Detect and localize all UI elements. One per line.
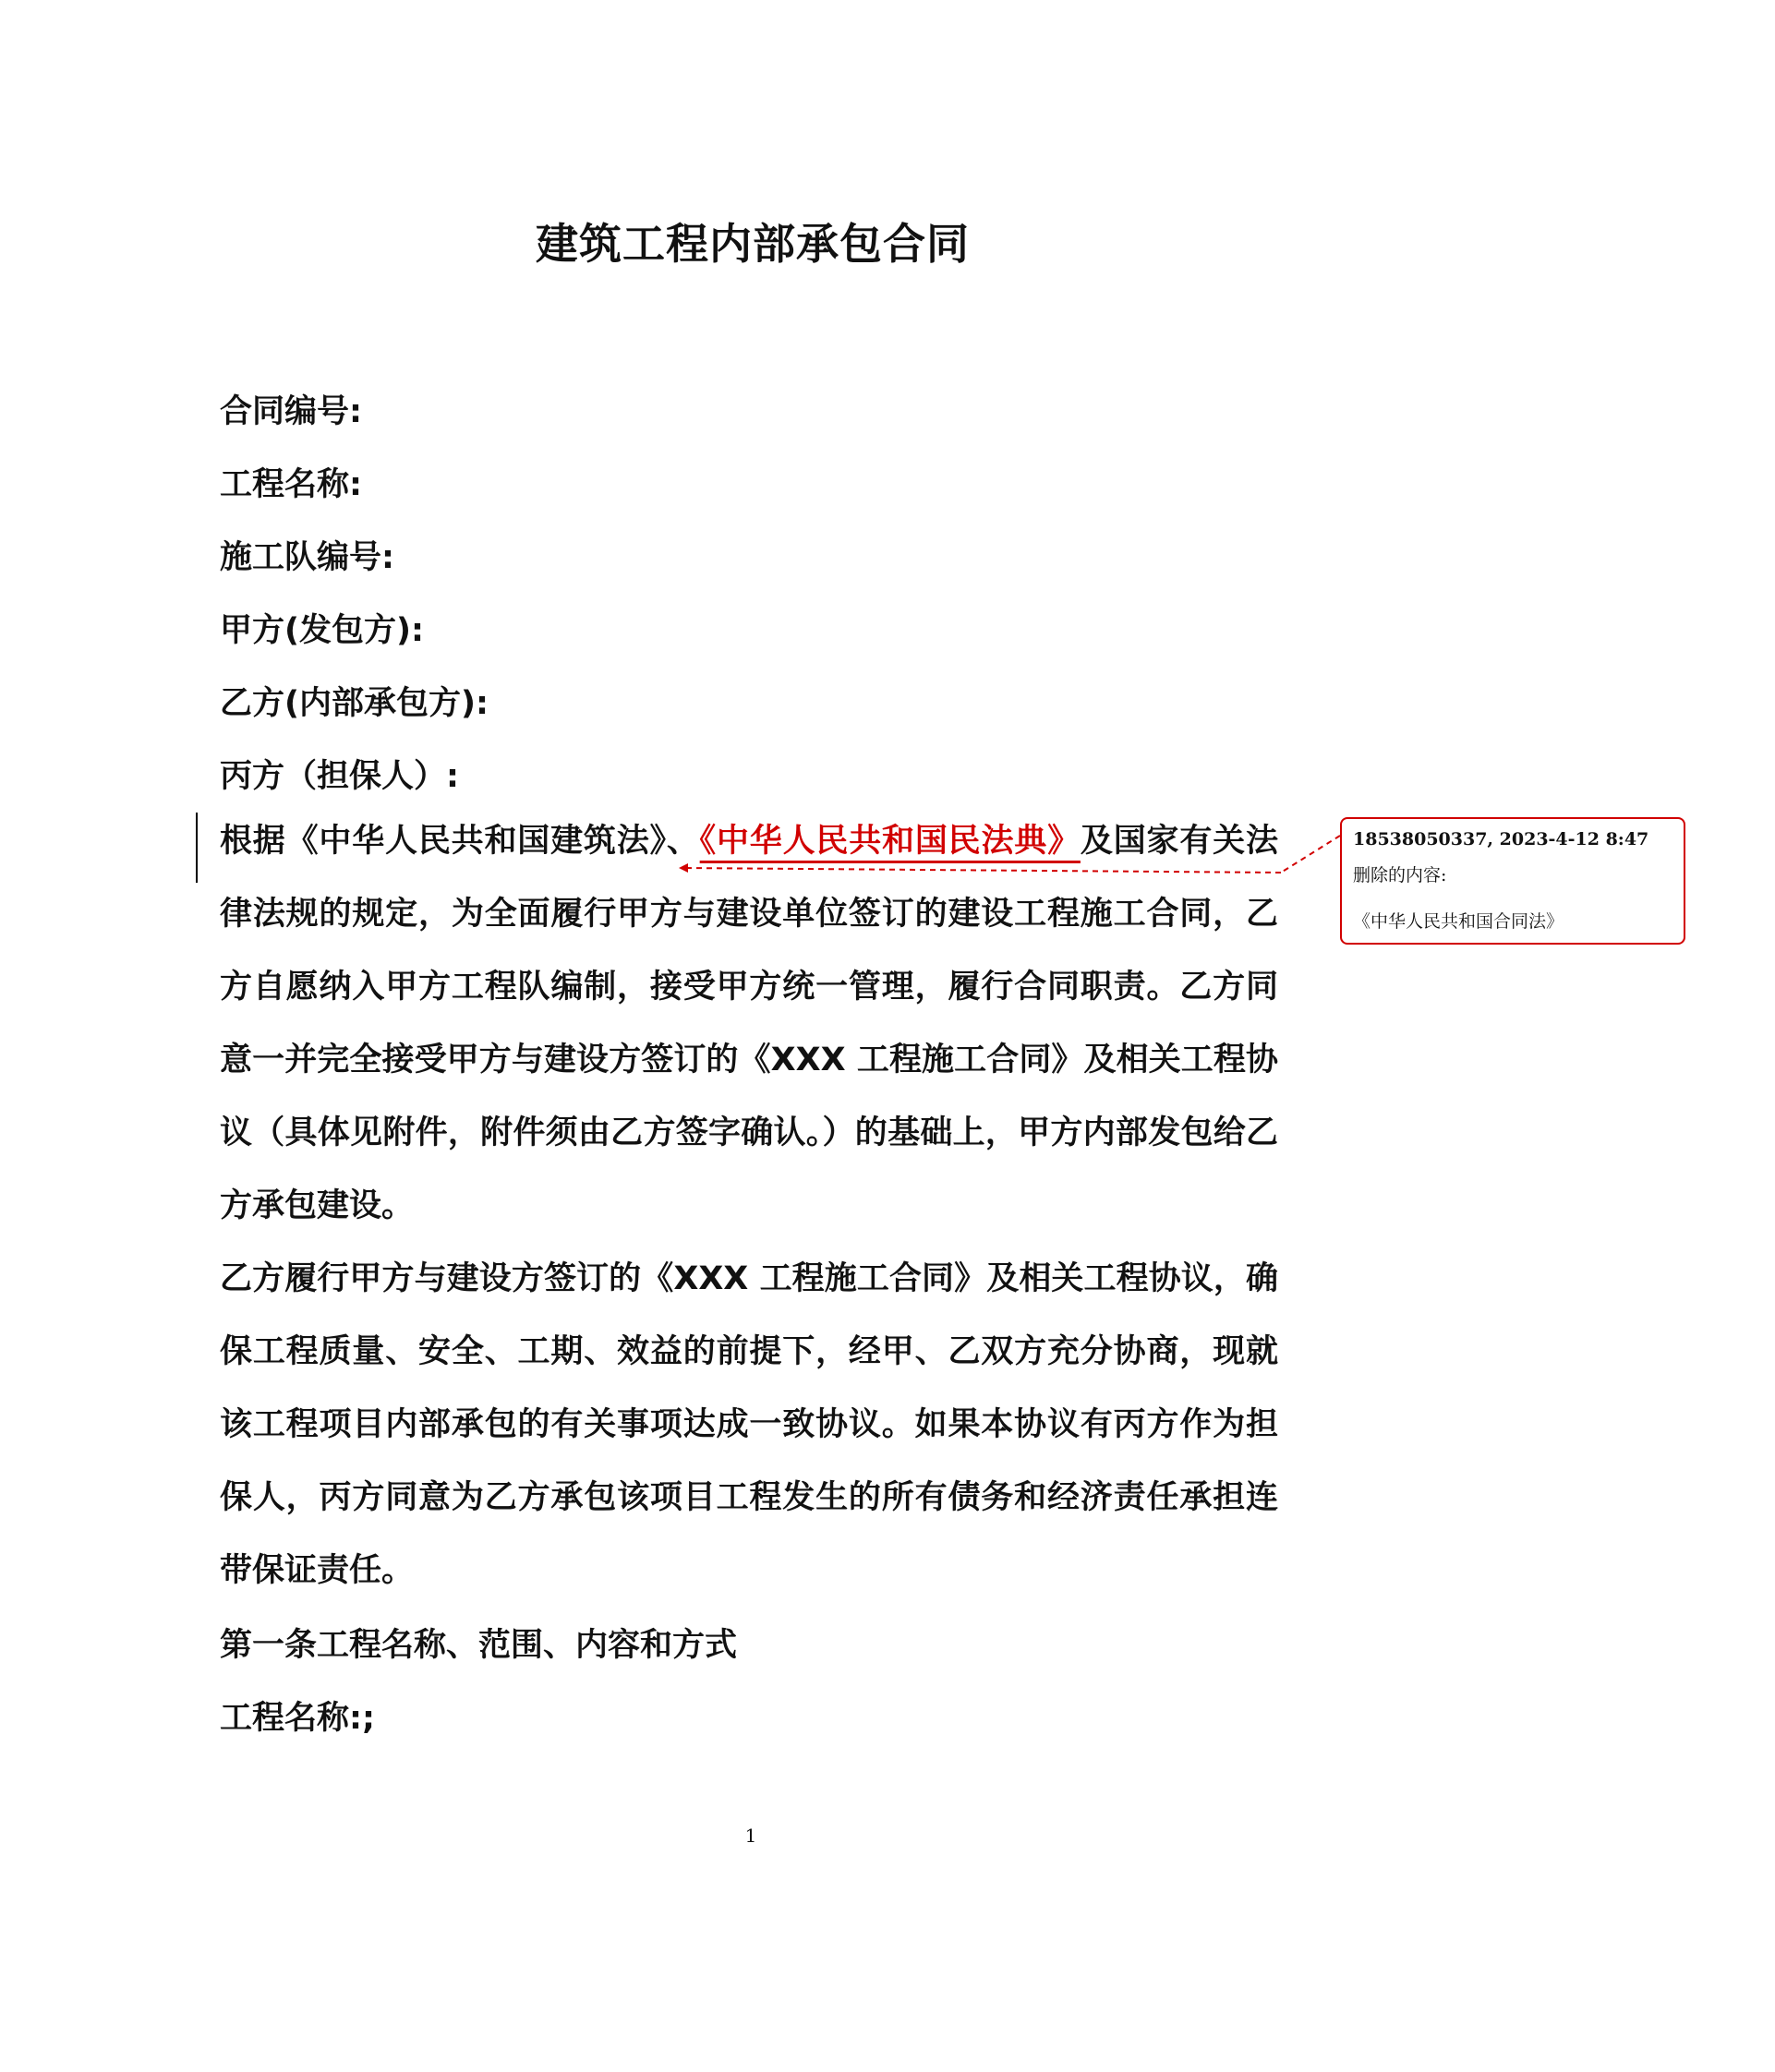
comment-author-time: 18538050337, 2023-4-12 8:47	[1353, 829, 1649, 849]
field-party-a: 甲方(发包方):	[220, 612, 424, 649]
change-bar	[196, 813, 198, 883]
paragraph-1-after: 及国家有关法律法规的规定，为全面履行甲方与建设单位签订的建设工程施工合同，乙方自愿纳入甲方工程队编制，接受甲方统一管理，履行合同职责。乙方同意一并完全接受甲方与建设方签订的《XXX 工程施工合同》及相关工程协议（具体见附件，附件须由乙方签字确认。）的基础上，甲方内部发包给乙方承包建设。	[220, 823, 1278, 1224]
document-title: 建筑工程内部承包合同	[536, 219, 970, 269]
tracked-insertion[interactable]: 《中华人民共和国民法典》	[699, 823, 1081, 860]
field-team-number: 施工队编号:	[220, 539, 394, 576]
field-contract-number: 合同编号:	[220, 393, 362, 430]
comment-content	[1353, 852, 1672, 945]
page-number: 1	[744, 1825, 757, 1847]
paragraph-legal-basis	[220, 805, 1278, 1243]
field-party-c: 丙方（担保人）:	[220, 758, 459, 795]
project-name-line: 工程名称:;	[220, 1700, 375, 1737]
field-project-name: 工程名称:	[220, 466, 362, 503]
revision-comment-balloon[interactable]	[1340, 817, 1685, 945]
paragraph-agreement	[220, 1243, 1278, 1608]
comment-label: 删除的内容:	[1353, 865, 1447, 885]
article-1-heading: 第一条工程名称、范围、内容和方式	[220, 1627, 738, 1664]
paragraph-1-before: 根据《中华人民共和国建筑法》、	[220, 823, 700, 860]
comment-deleted-text: 《中华人民共和国合同法》	[1353, 911, 1564, 932]
paragraph-2: 乙方履行甲方与建设方签订的《XXX 工程施工合同》及相关工程协议，确保工程质量、安全、工期、效益的前提下，经甲、乙双方充分协商，现就该工程项目内部承包的有关事项达成一致协议。如果本协议有丙方作为担保人，丙方同意为乙方承包该项目工程发生的所有债务和经济责任承担连带保证责任。	[220, 1260, 1278, 1589]
field-party-b: 乙方(内部承包方):	[220, 685, 489, 722]
